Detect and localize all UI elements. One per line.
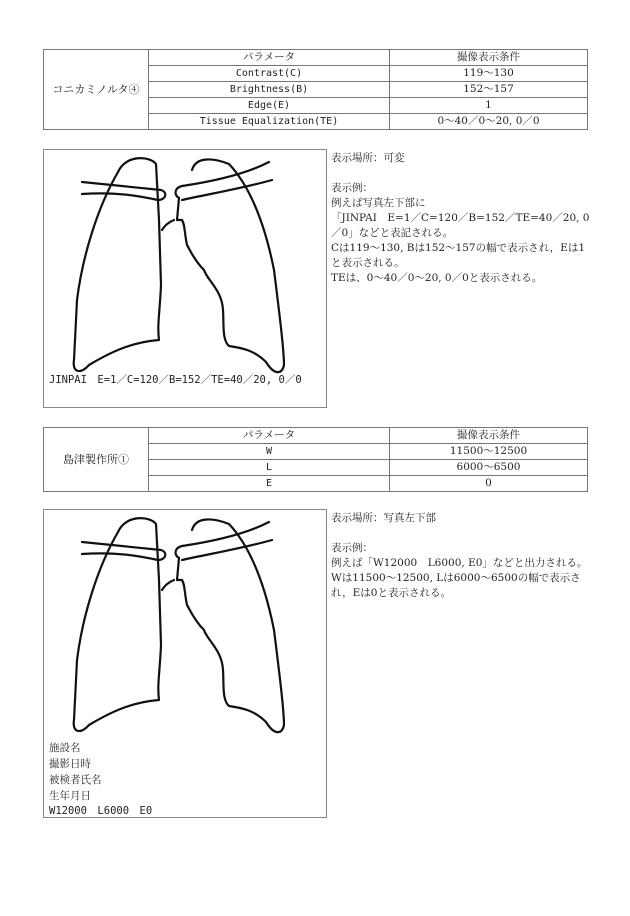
param-name: Tissue Equalization(TE) xyxy=(149,114,390,130)
param-name: E xyxy=(149,476,390,492)
param-value: 119〜130 xyxy=(390,66,588,82)
overlay-wle-values: W12000 L6000 E0 xyxy=(49,805,153,817)
example-line: 「JINPAI E=1／C=120／B=152／TE=40／20, 0／0」などと表記される。 xyxy=(331,212,590,239)
chest-xray-illustration-1 xyxy=(43,149,327,408)
header-condition: 撮像表示条件 xyxy=(390,428,588,444)
example-line: Cは119〜130, Bは152〜157の幅で表示され，Eは1と表示される。 xyxy=(331,242,586,269)
overlay-text: JINPAI E=1／C=120／B=152／TE=40／20, 0／0 xyxy=(49,374,302,386)
param-value: 11500〜12500 xyxy=(390,444,588,460)
param-value: 0 xyxy=(390,476,588,492)
chest-xray-illustration-2 xyxy=(43,509,327,818)
example-label: 表示例： xyxy=(331,542,373,554)
vendor-name: 島津製作所① xyxy=(44,428,149,492)
param-name: Brightness(B) xyxy=(149,82,390,98)
example-line: 例えば写真左下部に xyxy=(331,197,426,209)
vendor-name: コニカミノルタ④ xyxy=(44,50,149,130)
konica-minolta-parameter-table xyxy=(43,49,588,130)
param-name: L xyxy=(149,460,390,476)
param-name: Contrast(C) xyxy=(149,66,390,82)
example-line: 例えば「W12000 L6000, E0」などと出力される。 xyxy=(331,557,588,569)
param-value: 1 xyxy=(390,98,588,114)
display-location: 表示場所：可変 xyxy=(331,152,405,164)
header-condition: 撮像表示条件 xyxy=(390,50,588,66)
display-description-1 xyxy=(331,151,593,286)
overlay-exam-datetime: 撮影日時 xyxy=(49,758,91,770)
overlay-birth-date: 生年月日 xyxy=(49,790,91,802)
param-name: Edge(E) xyxy=(149,98,390,114)
example-line: Wは11500〜12500, Lは6000〜6500の幅で表示され，Eは0と表示される。 xyxy=(331,572,581,599)
example-line: TEは、0〜40／0〜20, 0／0と表示される。 xyxy=(331,272,543,284)
shimadzu-parameter-table xyxy=(43,427,588,492)
lungs-outline-icon xyxy=(44,510,328,769)
example-label: 表示例： xyxy=(331,182,373,194)
overlay-patient-name: 被検者氏名 xyxy=(49,774,102,786)
header-parameter: パラメータ xyxy=(149,50,390,66)
header-parameter: パラメータ xyxy=(149,428,390,444)
display-location: 表示場所：写真左下部 xyxy=(331,512,436,524)
display-description-2 xyxy=(331,511,593,601)
lungs-outline-icon xyxy=(44,150,328,409)
overlay-facility-name: 施設名 xyxy=(49,742,81,754)
param-value: 6000〜6500 xyxy=(390,460,588,476)
param-name: W xyxy=(149,444,390,460)
param-value: 152〜157 xyxy=(390,82,588,98)
param-value: 0〜40／0〜20, 0／0 xyxy=(390,114,588,130)
